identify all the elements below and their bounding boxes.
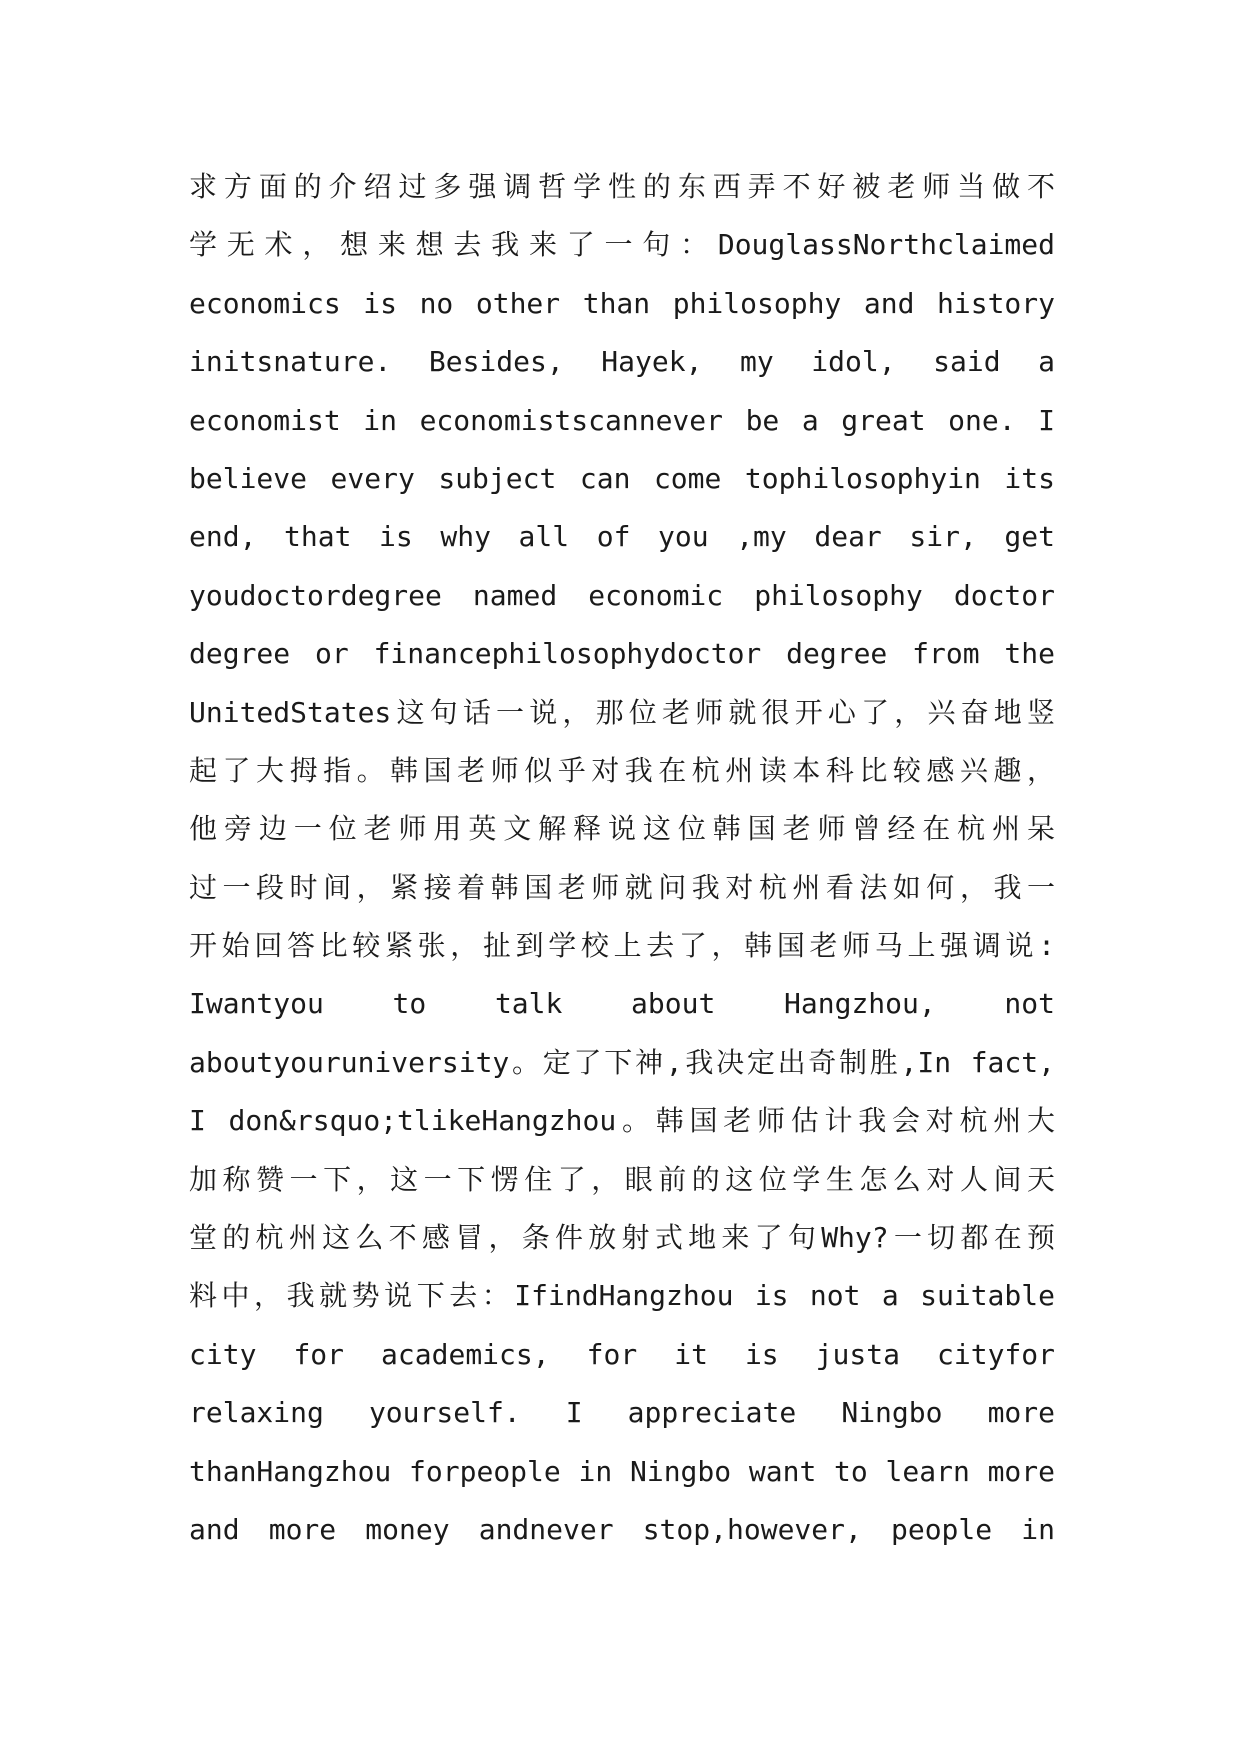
text-line: relaxing yourself. I appreciate Ningbo more: [189, 1396, 1055, 1430]
text-line: 过一段时间，紧接着韩国老师就问我对杭州看法如何，我一: [189, 870, 1055, 904]
text-line: economist in economistscannever be a great one. I: [189, 403, 1055, 437]
text-line: economics is no other than philosophy and history: [189, 286, 1055, 320]
text-line: end, that is why all of you ,my dear sir, get: [189, 520, 1055, 554]
text-line: 料中，我就势说下去：IfindHangzhou is not a suitable: [189, 1279, 1055, 1313]
text-line: Iwantyou to talk about Hangzhou, not: [189, 987, 1055, 1021]
text-line: UnitedStates这句话一说，那位老师就很开心了，兴奋地竖: [189, 695, 1055, 729]
text-line: aboutyouruniversity。定了下神,我决定出奇制胜,In fact,: [189, 1045, 1055, 1079]
body-text: [189, 158, 1055, 1559]
text-line: 学无术，想来想去我来了一句：DouglassNorthclaimed: [189, 228, 1055, 262]
text-line: I don&rsquo;tlikeHangzhou。韩国老师估计我会对杭州大: [189, 1104, 1055, 1138]
text-line: degree or financephilosophydoctor degree from the: [189, 637, 1055, 671]
text-line: city for academics, for it is justa cityfor: [189, 1337, 1055, 1371]
text-line: 堂的杭州这么不感冒，条件放射式地来了句Why?一切都在预: [189, 1221, 1055, 1255]
text-line: 求方面的介绍过多强调哲学性的东西弄不好被老师当做不: [189, 170, 1055, 203]
text-line: 他旁边一位老师用英文解释说这位韩国老师曾经在杭州呆: [189, 812, 1055, 846]
text-line: and more money andnever stop,however, people in: [189, 1512, 1055, 1546]
text-line: 起了大拇指。韩国老师似乎对我在杭州读本科比较感兴趣，: [189, 753, 1055, 787]
text-line: believe every subject can come tophilosophyin its: [189, 461, 1055, 495]
text-line: 加称赞一下，这一下愣住了，眼前的这位学生怎么对人间天: [189, 1162, 1055, 1196]
text-line: 开始回答比较紧张，扯到学校上去了，韩国老师马上强调说:: [189, 929, 1055, 963]
text-line: youdoctordegree named economic philosophy doctor: [189, 578, 1055, 612]
text-line: initsnature. Besides, Hayek, my idol, said a: [189, 345, 1055, 379]
text-line: thanHangzhou forpeople in Ningbo want to learn more: [189, 1454, 1055, 1488]
